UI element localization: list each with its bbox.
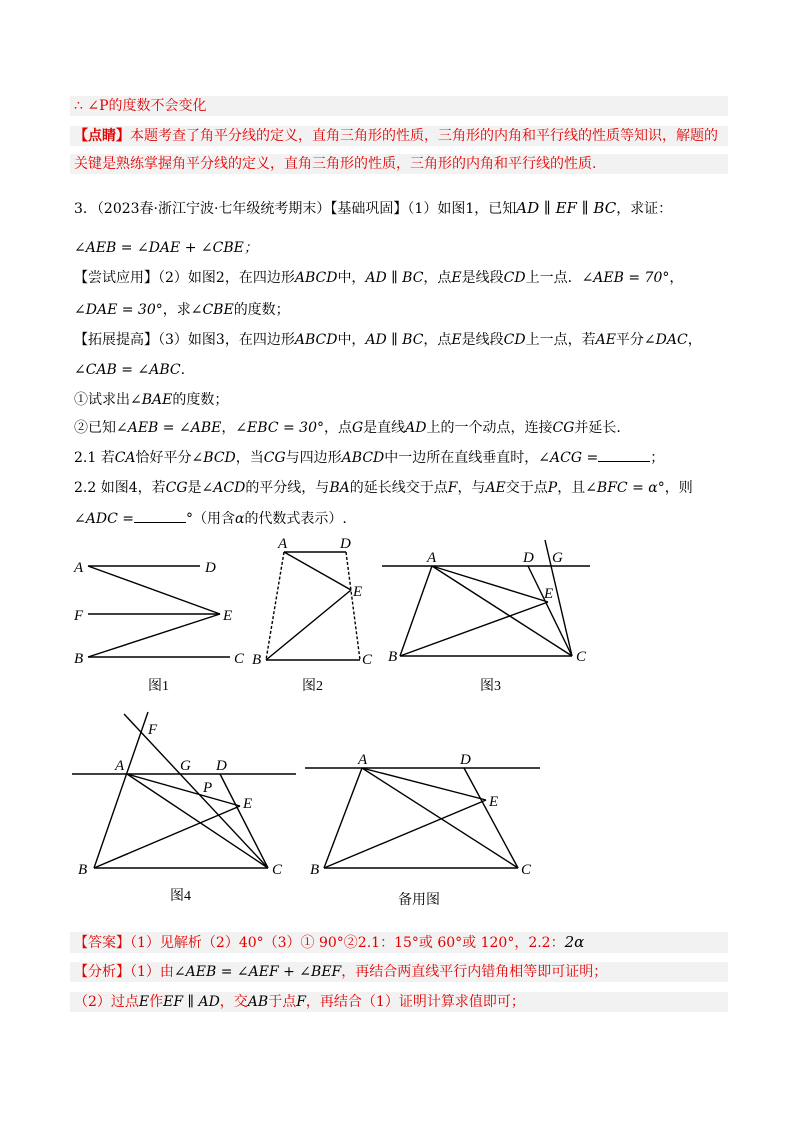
problem-line-7: ①试求出∠BAE的度数；: [74, 392, 229, 408]
fig3-label-B: B: [388, 649, 398, 665]
fig3-label-C: C: [576, 649, 587, 665]
fig2-label-A: A: [278, 536, 288, 552]
fig1-label-F: F: [74, 608, 84, 624]
solution-conclusion: ∴ ∠P的度数不会变化: [70, 96, 728, 116]
problem-line-9: 2.1 若CA恰好平分∠BCD，当CG与四边形ABCD中一边所在直线垂直时，∠ACG = ；: [74, 447, 664, 468]
fig3-label-G: G: [552, 550, 563, 566]
fig4-label-F: F: [148, 722, 158, 738]
fig5-label-B: B: [310, 862, 320, 878]
problem-line-4: ∠DAE = 30°，求∠CBE的度数；: [74, 302, 290, 318]
fig4-label-C: C: [272, 862, 283, 878]
fig1-label-D: D: [205, 560, 216, 576]
fig3-label-D: D: [523, 550, 534, 566]
analysis-line-2: （2）过点E作EF ∥ AD，交AB于点F，再结合（1）证明计算求值即可；: [70, 992, 728, 1012]
fig4-label-A: A: [115, 758, 125, 774]
fig1-label-B: B: [74, 651, 84, 667]
answer-blank-1: [598, 447, 650, 462]
figure-1: [88, 566, 233, 657]
figure-backup: [305, 768, 540, 868]
problem-line-1: 3．（2023春·浙江宁波·七年级统考期末）【基础巩固】（1）如图1，已知AD ∥ EF ∥ BC，求证：: [74, 199, 673, 217]
comment-line-2: 关键是熟练掌握角平分线的定义，直角三角形的性质，三角形的内角和平行线的性质.: [70, 154, 728, 174]
fig1-caption: 图1: [148, 679, 169, 694]
comment-line-1: 【点睛】本题考查了角平分线的定义，直角三角形的性质，三角形的内角和平行线的性质等知识，解题的: [70, 126, 728, 146]
fig4-label-B: B: [78, 862, 88, 878]
fig5-label-E: E: [489, 794, 499, 810]
fig2-label-B: B: [252, 652, 262, 668]
fig4-label-D: D: [216, 758, 227, 774]
fig4-label-P: P: [203, 780, 213, 796]
problem-line-8: ②已知∠AEB = ∠ABE，∠EBC = 30°，点G是直线AD上的一个动点，连接CG并延长.: [74, 420, 621, 436]
fig2-label-E: E: [353, 584, 363, 600]
problem-line-3: 【尝试应用】（2）如图2，在四边形ABCD中，AD ∥ BC，点E是线段CD上一点．∠AEB = 70°，: [74, 270, 684, 286]
analysis-line-1: 【分析】（1）由∠AEB = ∠AEF + ∠BEF，再结合两直线平行内错角相等即可证明；: [70, 962, 728, 982]
problem-line-5: 【拓展提高】（3）如图3，在四边形ABCD中，AD ∥ BC，点E是线段CD上一点，若AE平分∠DAC，: [74, 332, 702, 348]
fig5-label-A: A: [358, 752, 368, 768]
problem-line-6: ∠CAB = ∠ABC.: [74, 362, 186, 378]
fig4-label-E: E: [243, 796, 253, 812]
problem-line-11: ∠ADC = °（用含α的代数式表示）.: [74, 508, 347, 529]
fig1-label-A: A: [74, 560, 84, 576]
figure-2: [266, 552, 363, 660]
fig3-label-E: E: [544, 586, 554, 602]
fig4-caption: 图4: [170, 889, 191, 904]
figure-4: [72, 712, 296, 868]
fig1-label-E: E: [223, 608, 233, 624]
fig2-caption: 图2: [302, 679, 323, 694]
answer-line: 【答案】（1）见解析（2）40°（3）① 90°②2.1：15°或 60°或 120°，2.2：2α: [70, 932, 728, 953]
fig5-label-C: C: [521, 862, 532, 878]
problem-line-10: 2.2 如图4，若CG是∠ACD的平分线，与BA的延长线交于点F，与AE交于点P，且∠BFC = α°，则: [74, 480, 693, 496]
fig4-label-G: G: [180, 758, 191, 774]
fig3-label-A: A: [427, 550, 437, 566]
fig3-caption: 图3: [480, 679, 501, 694]
fig2-label-D: D: [340, 536, 351, 552]
fig5-label-D: D: [460, 752, 471, 768]
fig2-label-C: C: [362, 652, 373, 668]
geometry-figures: [0, 520, 800, 920]
fig5-caption: 备用图: [398, 893, 440, 908]
fig1-label-C: C: [234, 651, 245, 667]
problem-line-2: ∠AEB = ∠DAE + ∠CBE；: [74, 240, 258, 256]
